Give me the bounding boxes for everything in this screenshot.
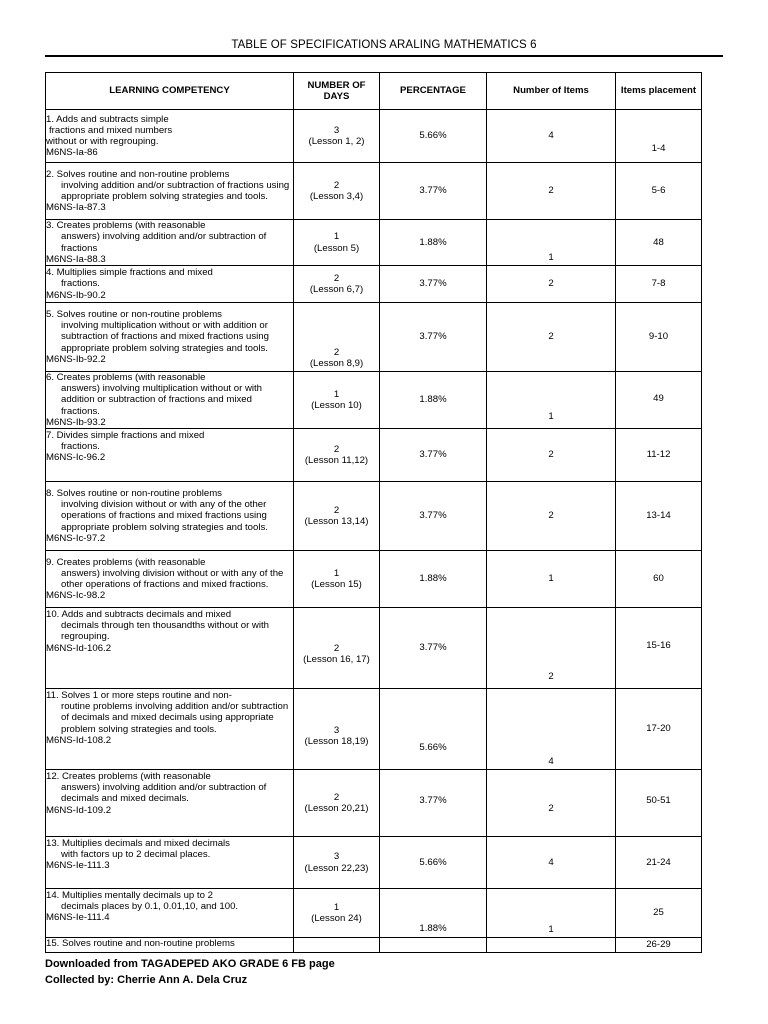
items-cell: 1 xyxy=(487,372,616,429)
days-cell: 2 (Lesson 13,14) xyxy=(294,482,380,551)
placement-cell: 15-16 xyxy=(616,608,702,689)
items-cell: 2 xyxy=(487,303,616,372)
percentage-cell: 3.77% xyxy=(380,429,487,482)
percentage-cell xyxy=(380,938,487,953)
table-row xyxy=(46,220,702,266)
items-cell: 1 xyxy=(487,220,616,266)
placement-cell: 1-4 xyxy=(616,110,702,163)
days-cell xyxy=(294,938,380,953)
placement-cell: 49 xyxy=(616,372,702,429)
header-learning-competency: LEARNING COMPETENCY xyxy=(46,73,294,110)
table-row xyxy=(46,163,702,220)
items-cell: 2 xyxy=(487,608,616,689)
table-row xyxy=(46,608,702,689)
placement-cell: 50-51 xyxy=(616,770,702,837)
title-underline xyxy=(45,55,723,57)
items-cell: 1 xyxy=(487,889,616,938)
table-row xyxy=(46,266,702,303)
items-cell: 2 xyxy=(487,482,616,551)
percentage-cell: 3.77% xyxy=(380,608,487,689)
percentage-cell: 1.88% xyxy=(380,889,487,938)
table-row xyxy=(46,889,702,938)
placement-cell: 21-24 xyxy=(616,837,702,889)
table-row xyxy=(46,770,702,837)
placement-cell: 9-10 xyxy=(616,303,702,372)
days-cell: 1 (Lesson 5) xyxy=(294,220,380,266)
competency-cell: 1. Adds and subtracts simple fractions and mixed numbers without or with regrouping. M6NS-Ia-86 xyxy=(46,110,294,163)
table-row xyxy=(46,429,702,482)
days-cell: 1 (Lesson 24) xyxy=(294,889,380,938)
items-cell: 2 xyxy=(487,163,616,220)
footer-download-source: Downloaded from TAGADEPED AKO GRADE 6 FB page xyxy=(45,958,335,970)
competency-cell: 9. Creates problems (with reasonable answers) involving division without or with any of the other operations of fractions and mixed fractions. M6NS-Ic-98.2 xyxy=(46,551,294,608)
days-cell: 2 (Lesson 11,12) xyxy=(294,429,380,482)
competency-cell: 10. Adds and subtracts decimals and mixed decimals through ten thousandths without or with regrouping. M6NS-Id-106.2 xyxy=(46,608,294,689)
percentage-cell: 1.88% xyxy=(380,220,487,266)
table-row xyxy=(46,938,702,953)
percentage-cell: 5.66% xyxy=(380,837,487,889)
days-cell: 2 (Lesson 3,4) xyxy=(294,163,380,220)
competency-cell: 6. Creates problems (with reasonable answers) involving multiplication without or with addition or subtraction of fractions and mixed fractions. M6NS-Ib-93.2 xyxy=(46,372,294,429)
items-cell: 4 xyxy=(487,689,616,770)
items-cell: 1 xyxy=(487,551,616,608)
table-header-row xyxy=(46,73,702,110)
table-row xyxy=(46,110,702,163)
days-cell: 2 (Lesson 6,7) xyxy=(294,266,380,303)
percentage-cell: 3.77% xyxy=(380,770,487,837)
placement-cell: 5-6 xyxy=(616,163,702,220)
placement-cell: 17-20 xyxy=(616,689,702,770)
competency-cell: 4. Multiplies simple fractions and mixed fractions. M6NS-Ib-90.2 xyxy=(46,266,294,303)
percentage-cell: 3.77% xyxy=(380,482,487,551)
percentage-cell: 1.88% xyxy=(380,372,487,429)
placement-cell: 48 xyxy=(616,220,702,266)
items-cell: 2 xyxy=(487,770,616,837)
competency-cell: 3. Creates problems (with reasonable answers) involving addition and/or subtraction of fractions M6NS-Ia-88.3 xyxy=(46,220,294,266)
days-cell: 1 (Lesson 10) xyxy=(294,372,380,429)
days-cell: 2 (Lesson 16, 17) xyxy=(294,608,380,689)
items-cell xyxy=(487,938,616,953)
items-cell: 4 xyxy=(487,110,616,163)
competency-cell: 2. Solves routine and non-routine problems involving addition and/or subtraction of fractions using appropriate problem solving strategies and tools. M6NS-Ia-87.3 xyxy=(46,163,294,220)
competency-cell: 15. Solves routine and non-routine problems xyxy=(46,938,294,953)
percentage-cell: 5.66% xyxy=(380,110,487,163)
percentage-cell: 3.77% xyxy=(380,266,487,303)
page-title: TABLE OF SPECIFICATIONS ARALING MATHEMATICS 6 xyxy=(231,39,537,51)
footer xyxy=(45,956,335,988)
items-cell: 2 xyxy=(487,266,616,303)
table-row xyxy=(46,372,702,429)
items-cell: 2 xyxy=(487,429,616,482)
placement-cell: 60 xyxy=(616,551,702,608)
days-cell: 3 (Lesson 22,23) xyxy=(294,837,380,889)
placement-cell: 7-8 xyxy=(616,266,702,303)
days-cell: 1 (Lesson 15) xyxy=(294,551,380,608)
placement-cell: 13-14 xyxy=(616,482,702,551)
percentage-cell: 1.88% xyxy=(380,551,487,608)
percentage-cell: 3.77% xyxy=(380,163,487,220)
items-cell: 4 xyxy=(487,837,616,889)
header-percentage: PERCENTAGE xyxy=(380,73,487,110)
specification-table xyxy=(45,72,702,953)
competency-cell: 12. Creates problems (with reasonable answers) involving addition and/or subtraction of decimals and mixed decimals. M6NS-Id-109.2 xyxy=(46,770,294,837)
competency-cell: 5. Solves routine or non-routine problems involving multiplication without or with addition or subtraction of fractions and mixed fractions using appropriate problem solving strategies and tools. M6NS-Ib-92.2 xyxy=(46,303,294,372)
competency-cell: 14. Multiplies mentally decimals up to 2 decimals places by 0.1, 0.01,10, and 100. M6NS-Ie-111.4 xyxy=(46,889,294,938)
table-row xyxy=(46,837,702,889)
days-cell: 3 (Lesson 18,19) xyxy=(294,689,380,770)
competency-cell: 13. Multiplies decimals and mixed decimals with factors up to 2 decimal places. M6NS-Ie-111.3 xyxy=(46,837,294,889)
table-row xyxy=(46,551,702,608)
placement-cell: 25 xyxy=(616,889,702,938)
footer-collected-by: Collected by: Cherrie Ann A. Dela Cruz xyxy=(45,974,248,986)
competency-cell: 11. Solves 1 or more steps routine and non- routine problems involving addition and/or subtraction of decimals and mixed decimals using appropriate problem solving strategies and tools. M6NS-Id-108.2 xyxy=(46,689,294,770)
days-cell: 2 (Lesson 20,21) xyxy=(294,770,380,837)
table-row xyxy=(46,689,702,770)
placement-cell: 11-12 xyxy=(616,429,702,482)
competency-cell: 7. Divides simple fractions and mixed fractions. M6NS-Ic-96.2 xyxy=(46,429,294,482)
header-number-of-days: NUMBER OF DAYS xyxy=(294,73,380,110)
percentage-cell: 5.66% xyxy=(380,689,487,770)
header-items-placement: Items placement xyxy=(616,73,702,110)
table-row xyxy=(46,482,702,551)
days-cell: 3 (Lesson 1, 2) xyxy=(294,110,380,163)
header-number-of-items: Number of Items xyxy=(487,73,616,110)
competency-cell: 8. Solves routine or non-routine problems involving division without or with any of the other operations of fractions and mixed fractions using appropriate problem solving strategies and tools. M6NS-Ic-97.2 xyxy=(46,482,294,551)
percentage-cell: 3.77% xyxy=(380,303,487,372)
placement-cell: 26-29 xyxy=(616,938,702,953)
table-row xyxy=(46,303,702,372)
days-cell: 2 (Lesson 8,9) xyxy=(294,303,380,372)
